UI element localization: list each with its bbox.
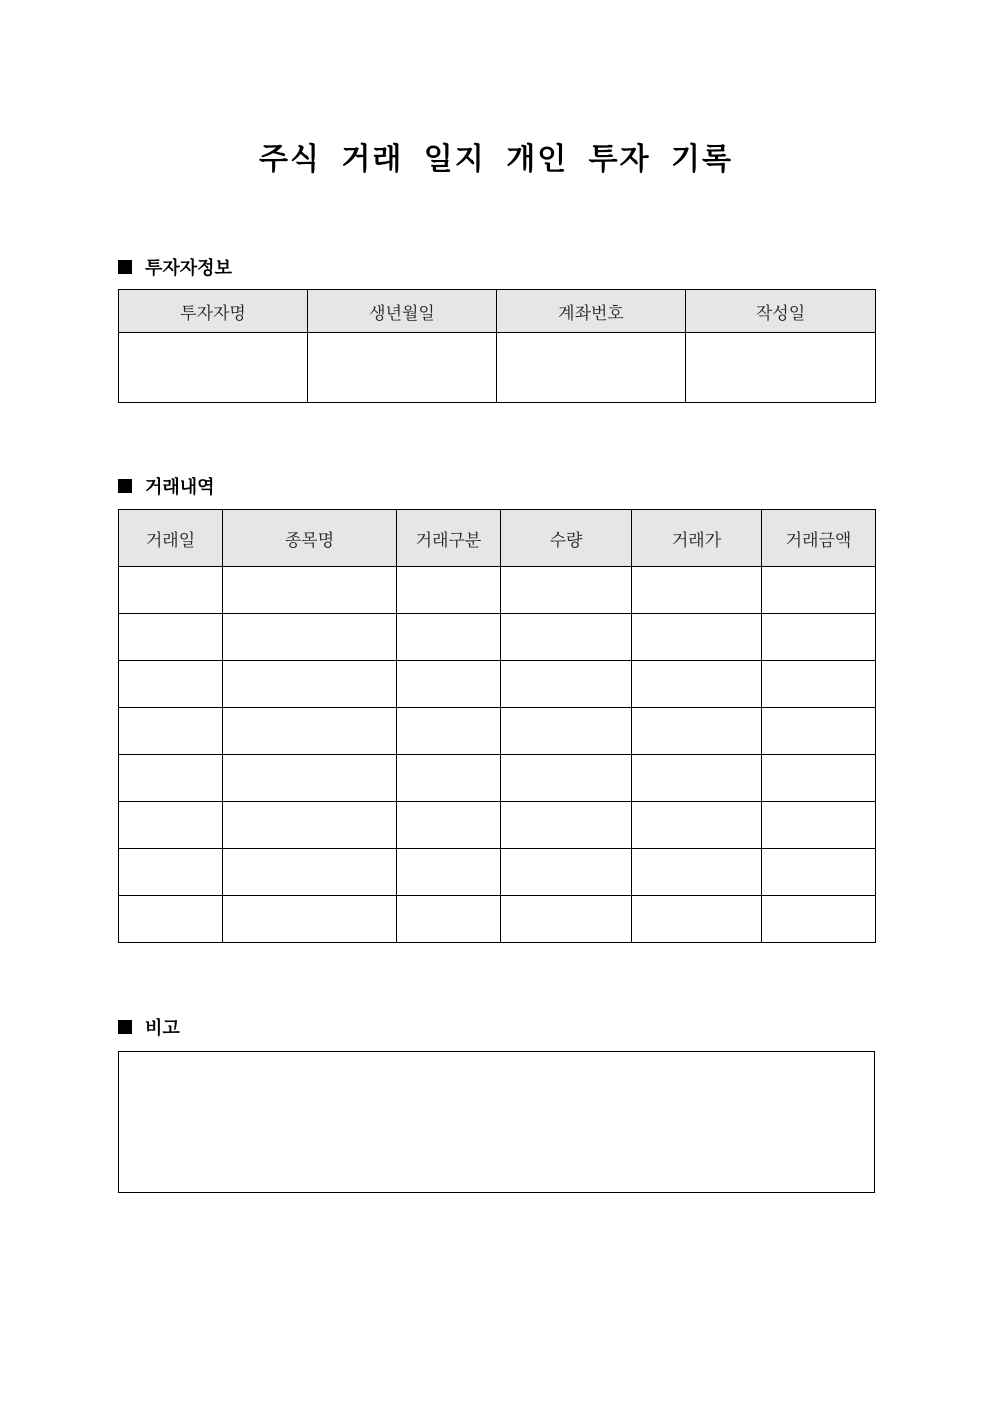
quantity-cell[interactable] — [501, 614, 632, 661]
trade-price-cell[interactable] — [632, 849, 762, 896]
section-heading-label: 거래내역 — [145, 477, 215, 498]
trade-price-cell[interactable] — [632, 802, 762, 849]
remarks-textarea[interactable] — [118, 1051, 875, 1193]
quantity-cell[interactable] — [501, 849, 632, 896]
column-header-trade-type: 거래구분 — [397, 510, 501, 567]
table-row — [119, 896, 876, 943]
trade-date-cell[interactable] — [119, 708, 223, 755]
section-heading-label: 투자자정보 — [145, 258, 232, 279]
stock-name-cell[interactable] — [223, 614, 397, 661]
trade-date-cell[interactable] — [119, 755, 223, 802]
trade-price-cell[interactable] — [632, 755, 762, 802]
column-header-written-date: 작성일 — [686, 290, 876, 333]
birth-date-cell[interactable] — [308, 333, 497, 403]
stock-name-cell[interactable] — [223, 802, 397, 849]
trade-date-cell[interactable] — [119, 567, 223, 614]
trade-amount-cell[interactable] — [762, 567, 876, 614]
trade-type-cell[interactable] — [397, 755, 501, 802]
trade-amount-cell[interactable] — [762, 755, 876, 802]
table-row — [119, 849, 876, 896]
table-row — [119, 333, 876, 403]
table-row — [119, 661, 876, 708]
trade-price-cell[interactable] — [632, 896, 762, 943]
trade-amount-cell[interactable] — [762, 708, 876, 755]
quantity-cell[interactable] — [501, 755, 632, 802]
trade-amount-cell[interactable] — [762, 802, 876, 849]
trade-price-cell[interactable] — [632, 567, 762, 614]
square-bullet-icon — [118, 479, 132, 493]
trade-type-cell[interactable] — [397, 849, 501, 896]
section-heading-investor-info — [118, 254, 232, 280]
column-header-trade-amount: 거래금액 — [762, 510, 876, 567]
document-title: 주식 거래 일지 개인 투자 기록 — [259, 142, 733, 177]
account-number-cell[interactable] — [497, 333, 686, 403]
trade-amount-cell[interactable] — [762, 896, 876, 943]
stock-name-cell[interactable] — [223, 896, 397, 943]
trade-price-cell[interactable] — [632, 614, 762, 661]
trade-amount-cell[interactable] — [762, 614, 876, 661]
table-header-row — [119, 510, 876, 567]
trade-date-cell[interactable] — [119, 661, 223, 708]
trade-type-cell[interactable] — [397, 567, 501, 614]
square-bullet-icon — [118, 260, 132, 274]
column-header-trade-price: 거래가 — [632, 510, 762, 567]
trade-price-cell[interactable] — [632, 661, 762, 708]
quantity-cell[interactable] — [501, 896, 632, 943]
trade-amount-cell[interactable] — [762, 661, 876, 708]
stock-name-cell[interactable] — [223, 755, 397, 802]
table-header-row — [119, 290, 876, 333]
column-header-quantity: 수량 — [501, 510, 632, 567]
column-header-trade-date: 거래일 — [119, 510, 223, 567]
table-row — [119, 755, 876, 802]
table-row — [119, 802, 876, 849]
section-heading-trade-history — [118, 473, 215, 499]
trade-date-cell[interactable] — [119, 614, 223, 661]
trade-type-cell[interactable] — [397, 708, 501, 755]
trade-type-cell[interactable] — [397, 802, 501, 849]
table-row — [119, 708, 876, 755]
table-row — [119, 567, 876, 614]
quantity-cell[interactable] — [501, 708, 632, 755]
table-row — [119, 614, 876, 661]
column-header-birth-date: 생년월일 — [308, 290, 497, 333]
trade-date-cell[interactable] — [119, 849, 223, 896]
written-date-cell[interactable] — [686, 333, 876, 403]
stock-name-cell[interactable] — [223, 849, 397, 896]
section-heading-remarks — [118, 1014, 180, 1040]
trade-history-table — [118, 509, 876, 943]
trade-amount-cell[interactable] — [762, 849, 876, 896]
square-bullet-icon — [118, 1020, 132, 1034]
quantity-cell[interactable] — [501, 661, 632, 708]
stock-name-cell[interactable] — [223, 661, 397, 708]
trade-date-cell[interactable] — [119, 802, 223, 849]
column-header-investor-name: 투자자명 — [119, 290, 308, 333]
section-heading-label: 비고 — [145, 1018, 180, 1039]
column-header-account-number: 계좌번호 — [497, 290, 686, 333]
trade-date-cell[interactable] — [119, 896, 223, 943]
investor-name-cell[interactable] — [119, 333, 308, 403]
quantity-cell[interactable] — [501, 567, 632, 614]
trade-price-cell[interactable] — [632, 708, 762, 755]
trade-type-cell[interactable] — [397, 896, 501, 943]
quantity-cell[interactable] — [501, 802, 632, 849]
trade-type-cell[interactable] — [397, 614, 501, 661]
trade-type-cell[interactable] — [397, 661, 501, 708]
investor-info-table — [118, 289, 876, 403]
column-header-stock-name: 종목명 — [223, 510, 397, 567]
stock-name-cell[interactable] — [223, 708, 397, 755]
stock-name-cell[interactable] — [223, 567, 397, 614]
